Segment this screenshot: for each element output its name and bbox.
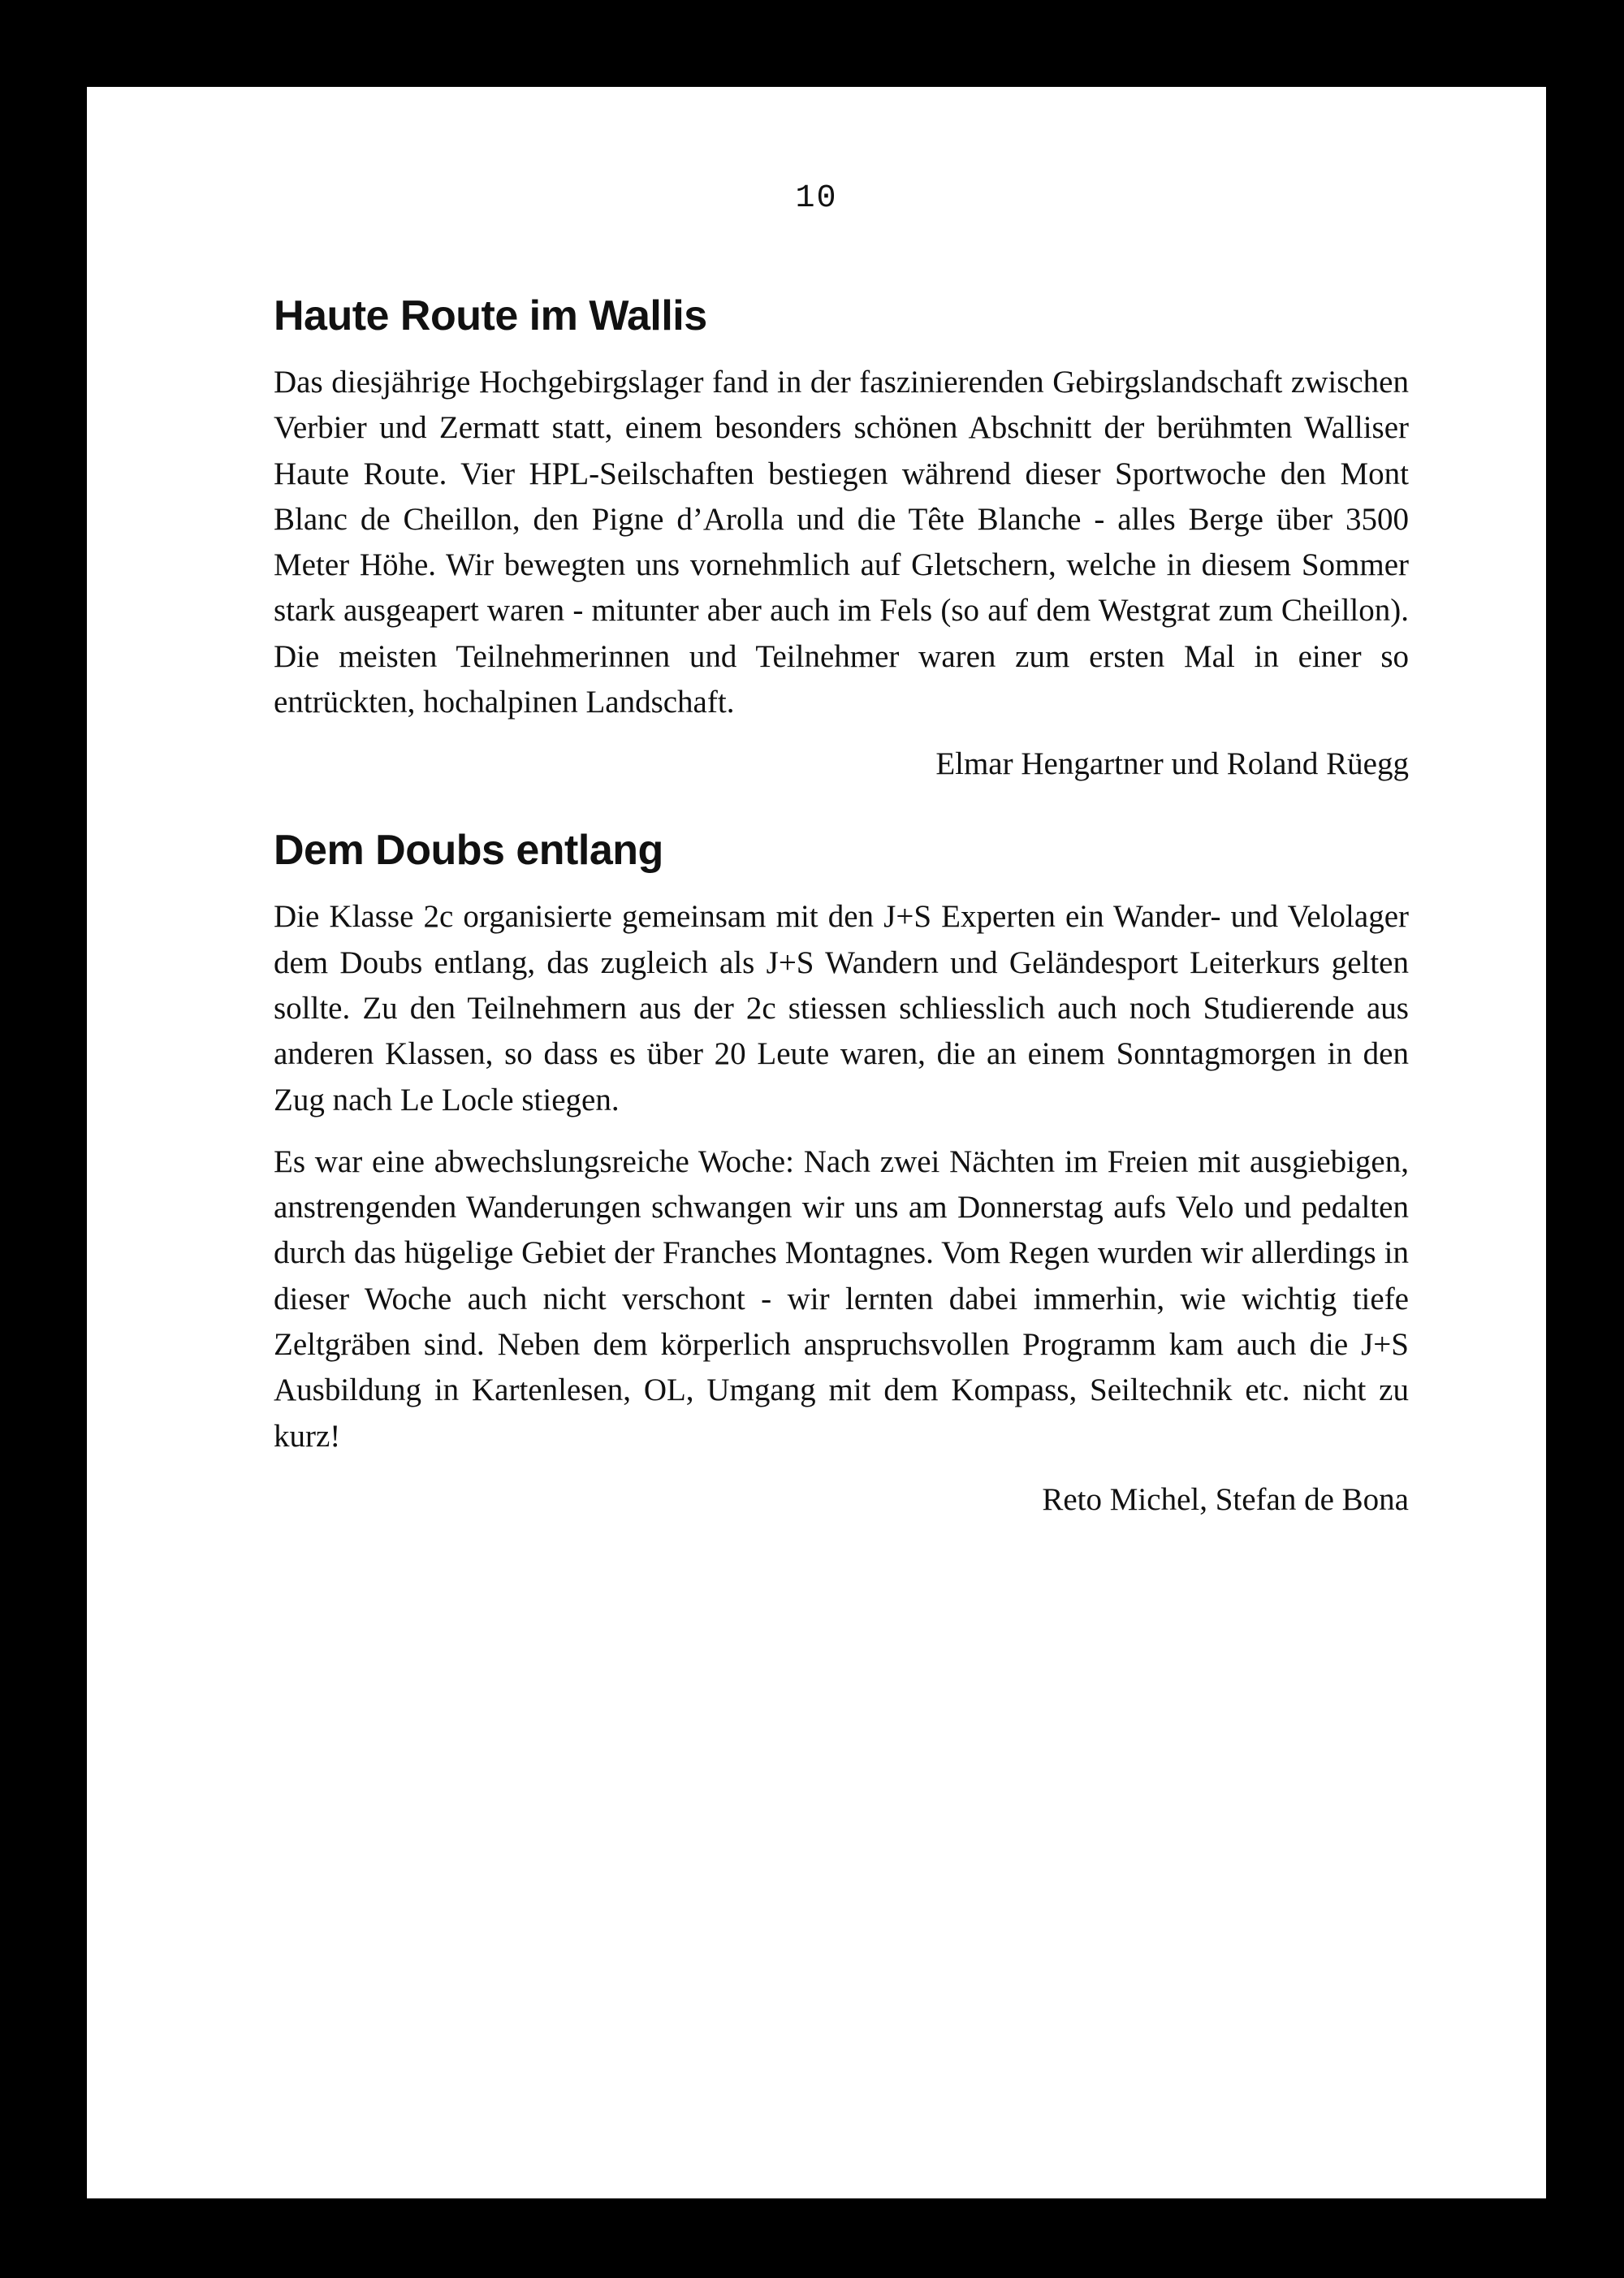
paragraph: Die Klasse 2c organisierte gemeinsam mit den J+S Experten ein Wander- und Velolager dem Doubs entlang, das zugleich als J+S Wandern und Geländesport Leiterkurs gelten sollte. Zu den Teilnehmern aus der 2c stiessen schliesslich auch noch Studierende aus anderen Klassen, so dass es über 20 Leute waren, die an einem Sonntagmorgen in den Zug nach Le Locle stiegen. [274, 899, 1409, 1117]
document-page [87, 87, 1546, 2198]
paragraph: Das diesjährige Hochgebirgslager fand in der faszinierenden Gebirgslandschaft zwischen Verbier und Zermatt statt, einem besonders schönen Abschnitt der berühmten Walliser Haute Route. Vier HPL-Seilschaften bestiegen während dieser Sportwoche den Mont Blanc de Cheillon, den Pigne d’Arolla und die Tête Blanche - alles Berge über 3500 Meter Höhe. Wir bewegten uns vornehmlich auf Gletschern, welche in diesem Sommer stark ausgeapert waren - mitunter aber auch im Fels (so auf dem Westgrat zum Cheillon). Die meisten Teilnehmerinnen und Teilnehmer waren zum ersten Mal in einer so entrückten, hochalpinen Landschaft. [274, 365, 1409, 720]
article-doubs [274, 824, 1409, 1523]
author-line: Elmar Hengartner und Roland Rüegg [935, 746, 1409, 782]
author-line: Reto Michel, Stefan de Bona [1042, 1481, 1409, 1517]
section-title: Haute Route im Wallis [274, 292, 707, 339]
article-haute-route [274, 290, 1409, 787]
section-title: Dem Doubs entlang [274, 827, 663, 875]
page-number: 10 [795, 180, 838, 217]
paragraph: Es war eine abwechslungsreiche Woche: Nach zwei Nächten im Freien mit ausgiebigen, anstrengenden Wanderungen schwangen wir uns am Donnerstag aufs Velo und pedalten durch das hügelige Gebiet der Franches Montagnes. Vom Regen wurden wir allerdings in dieser Woche auch nicht verschont - wir lernten dabei immerhin, wie wichtig tiefe Zeltgräben sind. Neben dem körperlich anspruchsvollen Programm kam auch die J+S Ausbildung in Kartenlesen, OL, Umgang mit dem Kompass, Seiltechnik etc. nicht zu kurz! [274, 1143, 1409, 1454]
page-content [274, 290, 1409, 1523]
